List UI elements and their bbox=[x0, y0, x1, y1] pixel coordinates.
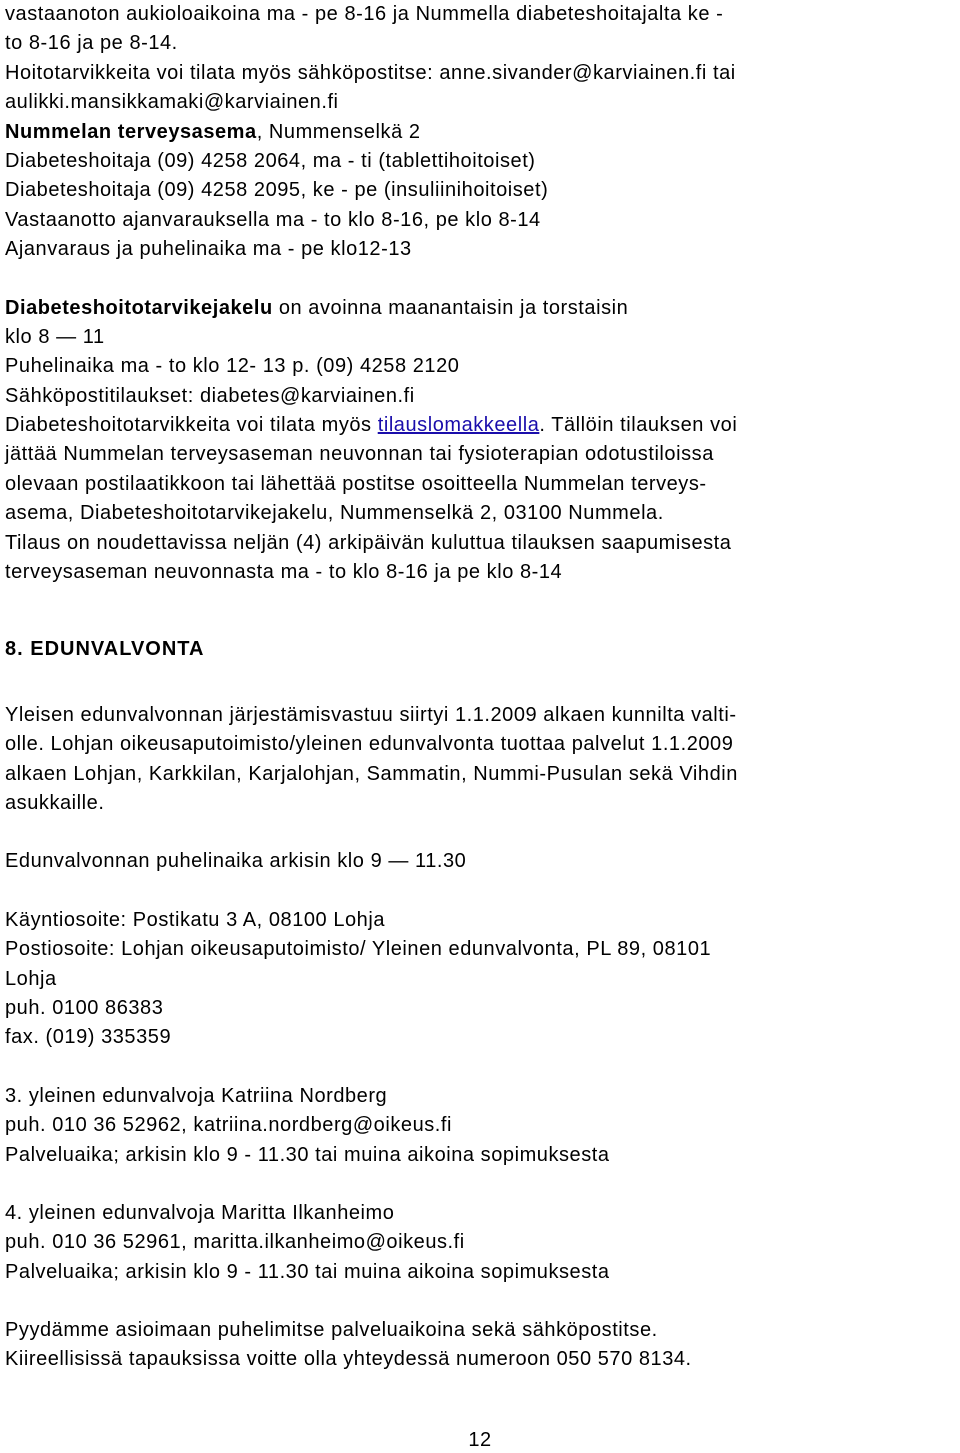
guardian-4-contact: puh. 010 36 52961, maritta.ilkanheimo@oikeus.fi bbox=[5, 1231, 465, 1254]
supplies-line-6: terveysaseman neuvonnasta ma - to klo 8-16 ja pe klo 8-14 bbox=[5, 561, 563, 584]
guardian-4-block bbox=[5, 1199, 957, 1287]
nummela-reception: Vastaanotto ajanvarauksella ma - to klo 8-16, pe klo 8-14 bbox=[5, 208, 541, 231]
intro-line-2: to 8-16 ja pe 8-14. bbox=[5, 32, 178, 55]
supplies-line-4: asema, Diabeteshoitotarvikejakelu, Nummenselkä 2, 03100 Nummela. bbox=[5, 502, 664, 525]
supplies-line-2: jättää Nummelan terveysaseman neuvonnan tai fysioterapian odotustiloissa bbox=[5, 443, 714, 466]
closing-line-2: Kiireellisissä tapauksissa voitte olla yhteydessä numeroon 050 570 8134. bbox=[5, 1348, 692, 1371]
supplies-order-prefix: Diabeteshoitotarvikkeita voi tilata myös bbox=[5, 414, 378, 437]
intro-line-4: aulikki.mansikkamaki@karviainen.fi bbox=[5, 91, 339, 114]
supplies-phone: Puhelinaika ma - to klo 12- 13 p. (09) 4258 2120 bbox=[5, 355, 460, 378]
document-page bbox=[5, 0, 957, 1375]
address-block bbox=[5, 906, 957, 1053]
supplies-title-line bbox=[5, 294, 957, 323]
supplies-name: Diabeteshoitotarvikejakelu bbox=[5, 296, 273, 319]
intro-block bbox=[5, 0, 957, 118]
guardian-3-hours: Palveluaika; arkisin klo 9 - 11.30 tai muina aikoina sopimuksesta bbox=[5, 1143, 610, 1166]
telephone: puh. 0100 86383 bbox=[5, 996, 164, 1019]
nummela-block bbox=[5, 118, 957, 265]
postal-address-line-1: Postiosoite: Lohjan oikeusaputoimisto/ Yleinen edunvalvonta, PL 89, 08101 bbox=[5, 938, 712, 961]
nummela-address: , Nummenselkä 2 bbox=[256, 120, 421, 143]
supplies-order-suffix: . Tällöin tilauksen voi bbox=[539, 414, 738, 437]
supplies-hours: klo 8 — 11 bbox=[5, 325, 105, 348]
fax: fax. (019) 335359 bbox=[5, 1026, 172, 1049]
section-intro-paragraph bbox=[5, 701, 957, 819]
supplies-line-3: olevaan postilaatikkoon tai lähettää postitse osoitteella Nummelan terveys- bbox=[5, 472, 707, 495]
guardian-3-contact: puh. 010 36 52962, katriina.nordberg@oikeus.fi bbox=[5, 1114, 452, 1137]
visit-address: Käyntiosoite: Postikatu 3 A, 08100 Lohja bbox=[5, 908, 386, 931]
intro-line-3: Hoitotarvikkeita voi tilata myös sähköpostitse: anne.sivander@karviainen.fi tai bbox=[5, 61, 736, 84]
phone-hours: Edunvalvonnan puhelinaika arkisin klo 9 — 11.30 bbox=[5, 850, 467, 873]
nummela-booking: Ajanvaraus ja puhelinaika ma - pe klo12-13 bbox=[5, 238, 412, 261]
intro-line-1: vastaanoton aukioloaikoina ma - pe 8-16 ja Nummella diabeteshoitajalta ke - bbox=[5, 3, 724, 25]
guardian-4-name: 4. yleinen edunvalvoja Maritta Ilkanheimo bbox=[5, 1201, 395, 1224]
order-form-link[interactable]: tilauslomakkeella bbox=[377, 414, 540, 437]
supplies-email: Sähköpostitilaukset: diabetes@karviainen.fi bbox=[5, 384, 415, 407]
closing-block bbox=[5, 1316, 957, 1375]
guardian-4-hours: Palveluaika; arkisin klo 9 - 11.30 tai muina aikoina sopimuksesta bbox=[5, 1260, 610, 1283]
closing-line-1: Pyydämme asioimaan puhelimitse palveluaikoina sekä sähköpostitse. bbox=[5, 1319, 658, 1342]
nummela-nurse-1: Diabeteshoitaja (09) 4258 2064, ma - ti (tablettihoitoiset) bbox=[5, 149, 536, 172]
page-number: 12 bbox=[468, 1429, 492, 1451]
guardian-3-block bbox=[5, 1082, 957, 1170]
postal-address-line-2: Lohja bbox=[5, 967, 57, 990]
nummela-nurse-2: Diabeteshoitaja (09) 4258 2095, ke - pe (insuliinihoitoiset) bbox=[5, 179, 549, 202]
supplies-order-line bbox=[5, 411, 957, 440]
supplies-open: on avoinna maanantaisin ja torstaisin bbox=[272, 296, 629, 319]
section-heading: 8. EDUNVALVONTA bbox=[5, 638, 205, 661]
supplies-line-5: Tilaus on noudettavissa neljän (4) arkipäivän kuluttua tilauksen saapumisesta bbox=[5, 531, 732, 554]
guardian-3-name: 3. yleinen edunvalvoja Katriina Nordberg bbox=[5, 1084, 388, 1107]
section-para-line-4: asukkaille. bbox=[5, 791, 105, 814]
nummela-title-line bbox=[5, 118, 957, 147]
section-para-line-2: olle. Lohjan oikeusaputoimisto/yleinen edunvalvonta tuottaa palvelut 1.1.2009 bbox=[5, 733, 734, 756]
nummela-name: Nummelan terveysasema bbox=[5, 120, 257, 143]
supplies-block bbox=[5, 294, 957, 588]
section-para-line-1: Yleisen edunvalvonnan järjestämisvastuu siirtyi 1.1.2009 alkaen kunnilta valti- bbox=[5, 703, 737, 726]
section-para-line-3: alkaen Lohjan, Karkkilan, Karjalohjan, Sammatin, Nummi-Pusulan sekä Vihdin bbox=[5, 762, 738, 785]
